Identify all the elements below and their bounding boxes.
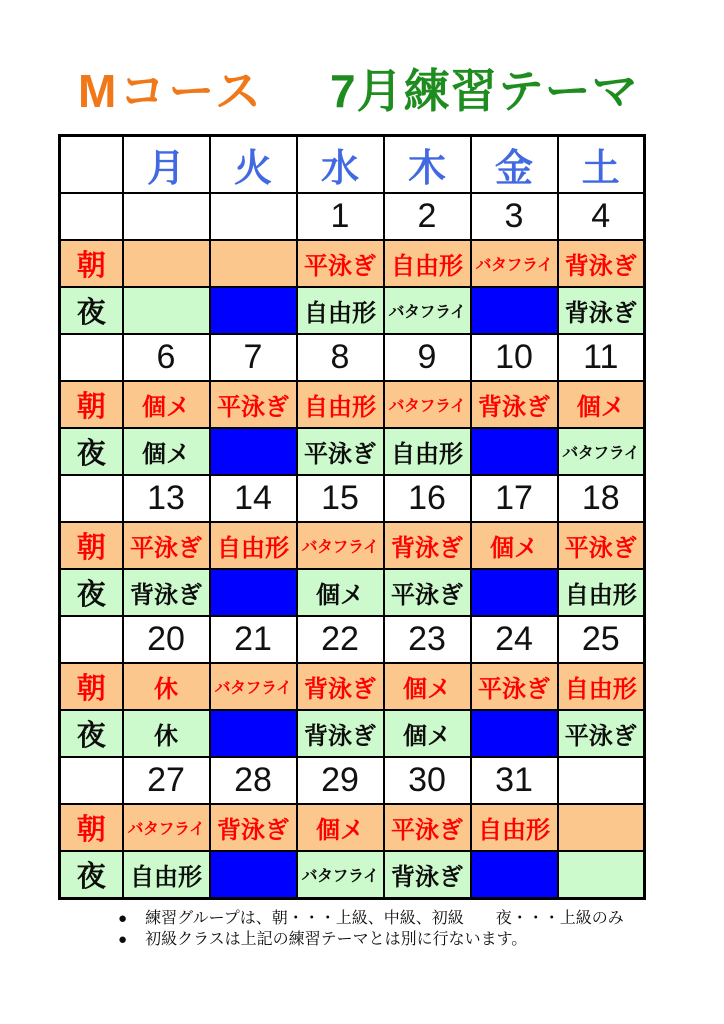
date-cell: 8	[297, 334, 384, 381]
evening-cell: 背泳ぎ	[297, 710, 384, 757]
morning-cell: バタフライ	[471, 240, 558, 287]
table-row	[60, 193, 645, 240]
date-cell: 31	[471, 757, 558, 804]
table-row	[60, 757, 645, 804]
note-text: 練習グループは、朝・・・上級、中級、初級 夜・・・上級のみ	[145, 910, 624, 927]
weekday-header: 金	[471, 136, 558, 194]
morning-cell: バタフライ	[384, 381, 471, 428]
date-cell: 10	[471, 334, 558, 381]
row-label-morning: 朝	[60, 522, 123, 569]
morning-cell: 個メ	[123, 381, 210, 428]
evening-cell: 個メ	[384, 710, 471, 757]
date-label-spacer	[60, 757, 123, 804]
table-row	[60, 334, 645, 381]
table-row	[60, 710, 645, 757]
morning-cell: 自由形	[471, 804, 558, 851]
date-cell: 22	[297, 616, 384, 663]
date-cell: 14	[210, 475, 297, 522]
morning-cell: 自由形	[210, 522, 297, 569]
morning-cell: 自由形	[558, 663, 645, 710]
evening-cell: 平泳ぎ	[297, 428, 384, 475]
morning-cell: 個メ	[558, 381, 645, 428]
weekday-header: 木	[384, 136, 471, 194]
morning-cell: 背泳ぎ	[210, 804, 297, 851]
morning-cell: 個メ	[471, 522, 558, 569]
table-row	[60, 428, 645, 475]
date-label-spacer	[60, 616, 123, 663]
closed-cell	[471, 710, 558, 757]
evening-cell: 個メ	[123, 428, 210, 475]
evening-cell: 自由形	[297, 287, 384, 334]
evening-cell	[123, 287, 210, 334]
morning-cell	[123, 240, 210, 287]
morning-cell: 自由形	[297, 381, 384, 428]
morning-cell: 平泳ぎ	[558, 522, 645, 569]
morning-cell: 個メ	[384, 663, 471, 710]
date-cell	[210, 193, 297, 240]
closed-cell	[471, 851, 558, 899]
morning-cell: 個メ	[297, 804, 384, 851]
table-row	[60, 475, 645, 522]
month-theme: 7月練習テーマ	[330, 65, 639, 117]
date-cell: 24	[471, 616, 558, 663]
date-label-spacer	[60, 193, 123, 240]
date-cell: 2	[384, 193, 471, 240]
morning-cell: 背泳ぎ	[384, 522, 471, 569]
course-name: Mコース	[78, 65, 265, 117]
morning-cell: 背泳ぎ	[558, 240, 645, 287]
row-label-morning: 朝	[60, 804, 123, 851]
note-line	[118, 929, 624, 950]
closed-cell	[210, 851, 297, 899]
morning-cell: 自由形	[384, 240, 471, 287]
date-cell	[123, 193, 210, 240]
row-label-evening: 夜	[60, 851, 123, 899]
closed-cell	[471, 428, 558, 475]
evening-cell: バタフライ	[384, 287, 471, 334]
closed-cell	[471, 287, 558, 334]
row-label-evening: 夜	[60, 428, 123, 475]
evening-cell: 休	[123, 710, 210, 757]
morning-cell: 平泳ぎ	[297, 240, 384, 287]
date-cell: 23	[384, 616, 471, 663]
morning-cell: 平泳ぎ	[123, 522, 210, 569]
table-row	[60, 569, 645, 616]
date-cell: 4	[558, 193, 645, 240]
morning-cell: バタフライ	[297, 522, 384, 569]
table-row	[60, 381, 645, 428]
table-row	[60, 851, 645, 899]
morning-cell: 背泳ぎ	[471, 381, 558, 428]
date-cell: 28	[210, 757, 297, 804]
table-row	[60, 240, 645, 287]
row-label-evening: 夜	[60, 569, 123, 616]
evening-cell: バタフライ	[297, 851, 384, 899]
date-cell: 6	[123, 334, 210, 381]
evening-cell: 背泳ぎ	[123, 569, 210, 616]
row-label-evening: 夜	[60, 710, 123, 757]
date-cell: 17	[471, 475, 558, 522]
date-label-spacer	[60, 475, 123, 522]
note-text: 初級クラスは上記の練習テーマとは別に行ないます。	[145, 931, 528, 948]
date-cell: 3	[471, 193, 558, 240]
date-cell: 20	[123, 616, 210, 663]
morning-cell	[558, 804, 645, 851]
date-cell: 30	[384, 757, 471, 804]
date-cell: 13	[123, 475, 210, 522]
evening-cell: 背泳ぎ	[384, 851, 471, 899]
practice-calendar-table	[58, 134, 646, 900]
morning-cell: 背泳ぎ	[297, 663, 384, 710]
evening-cell: 自由形	[558, 569, 645, 616]
row-label-morning: 朝	[60, 663, 123, 710]
evening-cell: 個メ	[297, 569, 384, 616]
bullet-icon: ●	[118, 910, 128, 927]
calendar-body	[60, 136, 645, 899]
evening-cell: バタフライ	[558, 428, 645, 475]
date-cell: 1	[297, 193, 384, 240]
closed-cell	[210, 287, 297, 334]
date-cell	[558, 757, 645, 804]
weekday-header: 土	[558, 136, 645, 194]
corner-cell	[60, 136, 123, 194]
row-label-evening: 夜	[60, 287, 123, 334]
row-label-morning: 朝	[60, 240, 123, 287]
evening-cell: 背泳ぎ	[558, 287, 645, 334]
table-row	[60, 616, 645, 663]
page-title	[78, 60, 639, 122]
closed-cell	[210, 710, 297, 757]
date-cell: 7	[210, 334, 297, 381]
evening-cell: 自由形	[384, 428, 471, 475]
morning-cell: バタフライ	[210, 663, 297, 710]
bullet-icon: ●	[118, 931, 128, 948]
weekday-header: 水	[297, 136, 384, 194]
date-cell: 9	[384, 334, 471, 381]
footer-notes	[118, 908, 624, 950]
table-row	[60, 287, 645, 334]
date-cell: 18	[558, 475, 645, 522]
date-cell: 29	[297, 757, 384, 804]
table-row	[60, 522, 645, 569]
morning-cell: 平泳ぎ	[471, 663, 558, 710]
weekday-header: 月	[123, 136, 210, 194]
date-cell: 21	[210, 616, 297, 663]
date-cell: 27	[123, 757, 210, 804]
date-label-spacer	[60, 334, 123, 381]
table-row	[60, 136, 645, 194]
table-row	[60, 663, 645, 710]
morning-cell: バタフライ	[123, 804, 210, 851]
note-line	[118, 908, 624, 929]
table-row	[60, 804, 645, 851]
evening-cell	[558, 851, 645, 899]
morning-cell: 休	[123, 663, 210, 710]
morning-cell	[210, 240, 297, 287]
closed-cell	[210, 569, 297, 616]
date-cell: 25	[558, 616, 645, 663]
weekday-header: 火	[210, 136, 297, 194]
morning-cell: 平泳ぎ	[384, 804, 471, 851]
date-cell: 16	[384, 475, 471, 522]
date-cell: 11	[558, 334, 645, 381]
row-label-morning: 朝	[60, 381, 123, 428]
date-cell: 15	[297, 475, 384, 522]
closed-cell	[471, 569, 558, 616]
morning-cell: 平泳ぎ	[210, 381, 297, 428]
evening-cell: 平泳ぎ	[558, 710, 645, 757]
evening-cell: 平泳ぎ	[384, 569, 471, 616]
closed-cell	[210, 428, 297, 475]
evening-cell: 自由形	[123, 851, 210, 899]
